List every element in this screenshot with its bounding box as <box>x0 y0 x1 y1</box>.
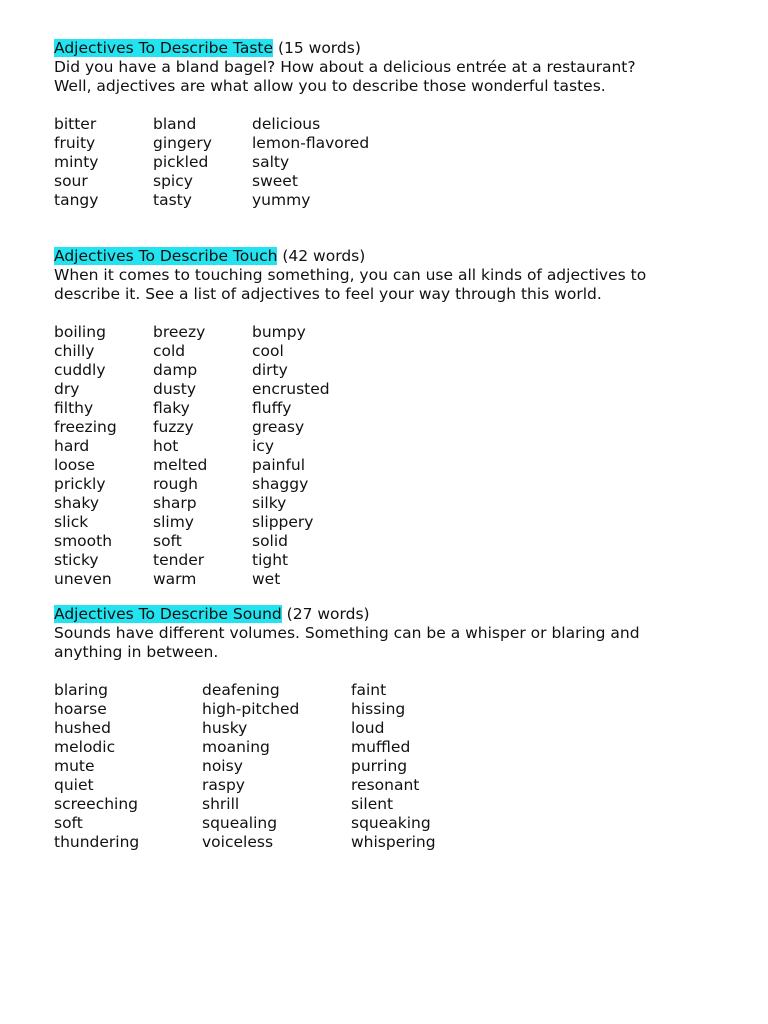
word-row <box>54 551 646 570</box>
word: pickled <box>153 153 209 171</box>
word: sour <box>54 172 88 190</box>
word-row <box>54 719 640 738</box>
word: shaky <box>54 494 99 512</box>
word: shrill <box>202 795 240 813</box>
section-description-line: anything in between. <box>54 643 219 661</box>
word: salty <box>252 153 290 171</box>
word: hoarse <box>54 700 107 718</box>
word: hot <box>153 437 179 455</box>
word: filthy <box>54 399 94 417</box>
word: slick <box>54 513 89 531</box>
word: noisy <box>202 757 243 775</box>
word: hissing <box>351 700 406 718</box>
word: silky <box>252 494 287 512</box>
word: quiet <box>54 776 94 794</box>
word: silent <box>351 795 394 813</box>
section-description-line: Did you have a bland bagel? How about a delicious entrée at a restaurant? <box>54 58 636 76</box>
word: shaggy <box>252 475 309 493</box>
word: tasty <box>153 191 192 209</box>
word-row <box>54 475 646 494</box>
word-row <box>54 380 646 399</box>
word-row <box>54 456 646 475</box>
word: screeching <box>54 795 139 813</box>
word: bumpy <box>252 323 306 341</box>
word: painful <box>252 456 306 474</box>
section-description-line: describe it. See a list of adjectives to feel your way through this world. <box>54 285 602 303</box>
word-row <box>54 738 640 757</box>
word: tangy <box>54 191 99 209</box>
word-list <box>54 115 636 210</box>
word: dusty <box>153 380 196 398</box>
section-sound <box>54 605 640 852</box>
word-row <box>54 532 646 551</box>
word: encrusted <box>252 380 330 398</box>
word-row <box>54 681 640 700</box>
word: raspy <box>202 776 245 794</box>
section-title-highlighted: Adjectives To Describe Sound <box>54 605 282 623</box>
word: uneven <box>54 570 112 588</box>
word: dry <box>54 380 80 398</box>
word-row <box>54 342 646 361</box>
word: breezy <box>153 323 206 341</box>
word: soft <box>153 532 182 550</box>
word-row <box>54 814 640 833</box>
word: melodic <box>54 738 116 756</box>
word-list <box>54 323 646 589</box>
word: cold <box>153 342 186 360</box>
word-row <box>54 361 646 380</box>
word: muffled <box>351 738 411 756</box>
word: flaky <box>153 399 190 417</box>
word: spicy <box>153 172 193 190</box>
word: purring <box>351 757 408 775</box>
word-row <box>54 513 646 532</box>
word-row <box>54 494 646 513</box>
word: sticky <box>54 551 99 569</box>
word: cool <box>252 342 284 360</box>
word: cuddly <box>54 361 106 379</box>
word: hard <box>54 437 90 455</box>
word-row <box>54 134 636 153</box>
section-title-highlighted: Adjectives To Describe Taste <box>54 39 274 57</box>
word: squeaking <box>351 814 431 832</box>
word: solid <box>252 532 289 550</box>
word: melted <box>153 456 208 474</box>
word: fluffy <box>252 399 292 417</box>
word: damp <box>153 361 198 379</box>
word: hushed <box>54 719 111 737</box>
word: lemon-flavored <box>252 134 370 152</box>
section-description-line: When it comes to touching something, you can use all kinds of adjectives to <box>54 266 647 284</box>
word-count: (27 words) <box>286 605 370 623</box>
word: loose <box>54 456 95 474</box>
word: gingery <box>153 134 212 152</box>
word-row <box>54 437 646 456</box>
word: tight <box>252 551 289 569</box>
word: prickly <box>54 475 106 493</box>
word-row <box>54 399 646 418</box>
word: deafening <box>202 681 280 699</box>
word: sharp <box>153 494 197 512</box>
word: sweet <box>252 172 298 190</box>
word: blaring <box>54 681 108 699</box>
section-heading <box>54 39 636 58</box>
word-row <box>54 570 646 589</box>
section-heading <box>54 605 640 624</box>
word: boiling <box>54 323 106 341</box>
word: minty <box>54 153 99 171</box>
word: thundering <box>54 833 140 851</box>
word: fruity <box>54 134 96 152</box>
section-description-line: Well, adjectives are what allow you to describe those wonderful tastes. <box>54 77 606 95</box>
word: whispering <box>351 833 436 851</box>
word: mute <box>54 757 95 775</box>
word: rough <box>153 475 199 493</box>
word: freezing <box>54 418 117 436</box>
word-list <box>54 681 640 852</box>
word-row <box>54 323 646 342</box>
word: voiceless <box>202 833 274 851</box>
word: slippery <box>252 513 314 531</box>
word-row <box>54 191 636 210</box>
word-row <box>54 172 636 191</box>
word: moaning <box>202 738 270 756</box>
section-heading <box>54 247 646 266</box>
word-row <box>54 153 636 172</box>
word-count: (42 words) <box>282 247 366 265</box>
word: warm <box>153 570 197 588</box>
word: tender <box>153 551 205 569</box>
word: bitter <box>54 115 97 133</box>
word-count: (15 words) <box>277 39 361 57</box>
word-row <box>54 757 640 776</box>
word: icy <box>252 437 275 455</box>
word: delicious <box>252 115 321 133</box>
word: yummy <box>252 191 311 209</box>
word-row <box>54 418 646 437</box>
word-row <box>54 115 636 134</box>
section-touch <box>54 247 646 589</box>
word: soft <box>54 814 83 832</box>
word: high-pitched <box>202 700 300 718</box>
word: slimy <box>153 513 194 531</box>
section-taste <box>54 39 636 210</box>
word: bland <box>153 115 197 133</box>
word: dirty <box>252 361 288 379</box>
word: loud <box>351 719 385 737</box>
word: squealing <box>202 814 278 832</box>
word: husky <box>202 719 248 737</box>
word: chilly <box>54 342 95 360</box>
word-row <box>54 833 640 852</box>
word: faint <box>351 681 387 699</box>
word: smooth <box>54 532 113 550</box>
word: fuzzy <box>153 418 194 436</box>
section-description-line: Sounds have different volumes. Something can be a whisper or blaring and <box>54 624 640 642</box>
word-row <box>54 795 640 814</box>
section-title-highlighted: Adjectives To Describe Touch <box>54 247 278 265</box>
word: resonant <box>351 776 420 794</box>
word: greasy <box>252 418 305 436</box>
word-row <box>54 700 640 719</box>
word-row <box>54 776 640 795</box>
word: wet <box>252 570 281 588</box>
